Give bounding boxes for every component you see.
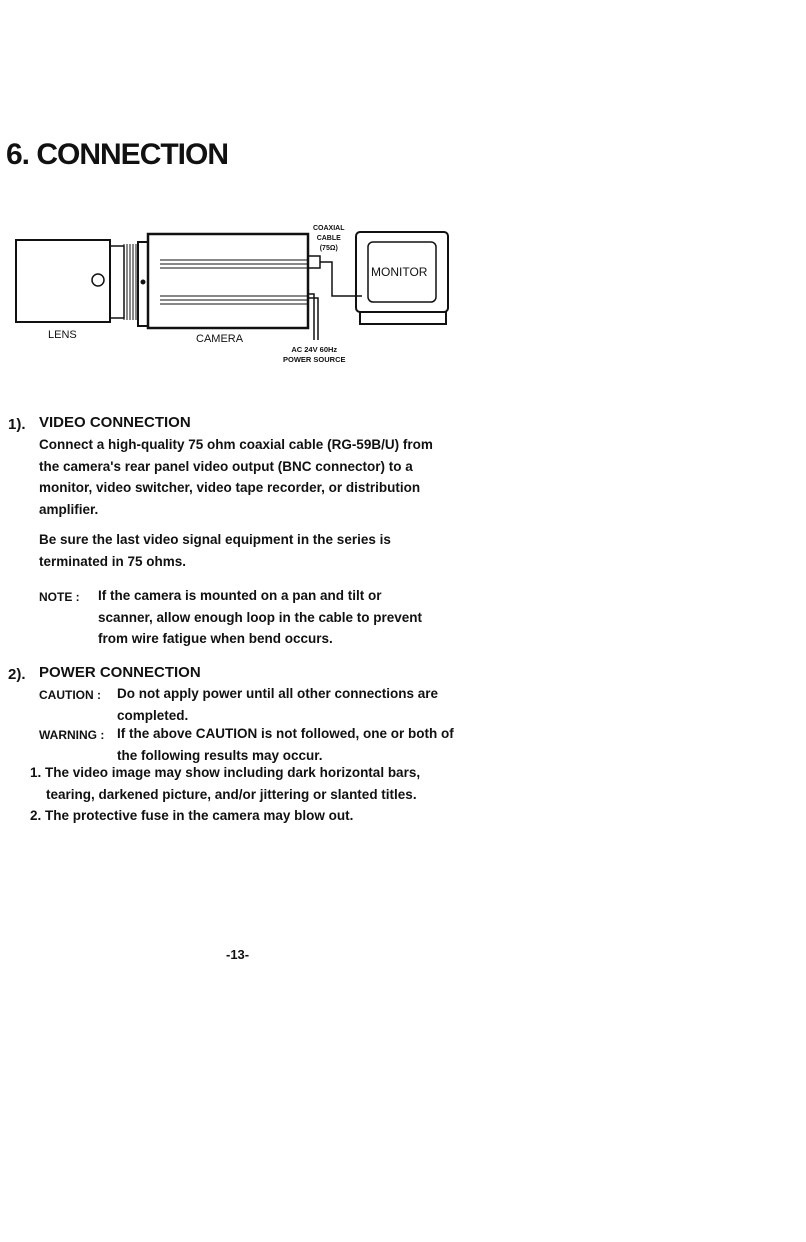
- connection-diagram: [0, 218, 480, 378]
- power-label-line2: POWER SOURCE: [283, 355, 346, 364]
- lens-knob: [92, 274, 104, 286]
- text-line: the following results may occur.: [117, 747, 323, 763]
- coaxial-label-line3: (75Ω): [319, 245, 338, 252]
- camera-body: [148, 234, 308, 328]
- note-label: NOTE :: [39, 590, 80, 604]
- text-line: the camera's rear panel video output (BNC connector) to a: [39, 458, 413, 474]
- text-line: Be sure the last video signal equipment in the series is: [39, 532, 391, 547]
- power-label-line1: AC 24V 60Hz: [291, 345, 338, 354]
- list-item-2: 2. The protective fuse in the camera may blow out.: [30, 808, 354, 823]
- text-line: from wire fatigue when bend occurs.: [98, 631, 333, 646]
- page-number: -13-: [226, 947, 250, 962]
- list-item-1: 1. The video image may show including dark horizontal bars,: [30, 765, 421, 780]
- camera-indicator: [141, 280, 146, 285]
- monitor-stand: [360, 312, 446, 324]
- camera-grooves: [160, 260, 308, 304]
- lens-mount: [110, 246, 124, 318]
- coaxial-label-line2: CABLE: [316, 235, 341, 242]
- list-item-1-continued: tearing, darkened picture, and/or jittering or slanted titles.: [46, 786, 417, 802]
- page-title: 6. CONNECTION: [6, 138, 229, 171]
- warning-results-list: [30, 762, 470, 827]
- section-2-number: 2).: [8, 666, 26, 683]
- camera-label: CAMERA: [196, 333, 244, 345]
- caution-text: [117, 683, 467, 726]
- text-line: amplifier.: [39, 501, 99, 517]
- section-1-number: 1).: [8, 416, 26, 433]
- caution-label: CAUTION :: [39, 688, 101, 702]
- coaxial-cable-label: [313, 224, 345, 254]
- text-line: If the above CAUTION is not followed, one or both of: [117, 726, 454, 741]
- bnc-connector: [308, 256, 320, 268]
- coaxial-label-line1: COAXIAL: [313, 225, 345, 232]
- text-line: monitor, video switcher, video tape recorder, or distribution: [39, 480, 421, 495]
- monitor-label: MONITOR: [371, 265, 428, 279]
- power-source-label: [283, 345, 346, 365]
- text-line: scanner, allow enough loop in the cable to prevent: [98, 609, 423, 625]
- text-line: If the camera is mounted on a pan and tilt or: [98, 588, 382, 603]
- warning-label: WARNING :: [39, 728, 105, 742]
- text-line: Do not apply power until all other connections are: [117, 686, 439, 701]
- lens-ring-ridges: [124, 244, 136, 320]
- text-line: terminated in 75 ohms.: [39, 553, 187, 569]
- section-1-paragraph-1: [39, 434, 465, 520]
- text-line: Connect a high-quality 75 ohm coaxial cable (RG-59B/U) from: [39, 437, 433, 452]
- section-2-heading: POWER CONNECTION: [39, 664, 201, 681]
- lens-label: LENS: [48, 329, 77, 341]
- power-cable-2: [308, 298, 318, 340]
- text-line: completed.: [117, 707, 189, 723]
- warning-text: [117, 723, 467, 766]
- section-1-heading: VIDEO CONNECTION: [39, 414, 191, 431]
- section-1-paragraph-2: [39, 529, 465, 572]
- note-text: [98, 585, 466, 650]
